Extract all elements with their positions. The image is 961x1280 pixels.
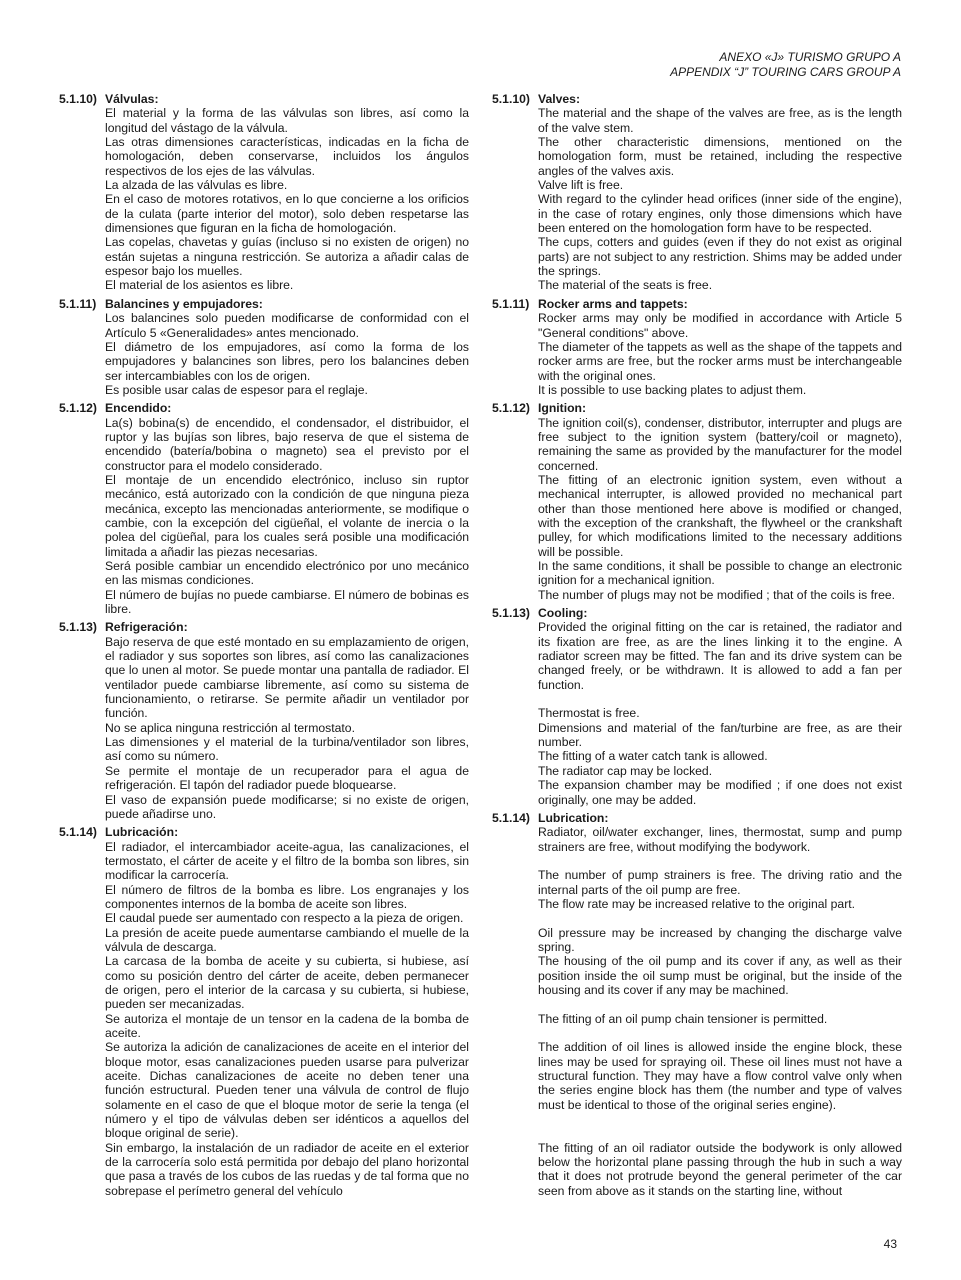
article-title: Ignition: bbox=[538, 401, 587, 416]
paragraph: La presión de aceite puede aumentarse cambiando el muelle de la válvula de descarga. bbox=[105, 925, 469, 954]
paragraph: El caudal puede ser aumentado con respecto a la pieza de origen. bbox=[105, 911, 464, 926]
paragraph: El material y la forma de las válvulas son libres, así como la longitud del vástago de la válvula. bbox=[105, 106, 469, 135]
paragraph: Valve lift is free. bbox=[538, 178, 624, 193]
paragraph: Las copelas, chavetas y guías (incluso si no existen de origen) no están sujetas a ninguna restricción. Se autoriza a añadir calas de espesor bajo los muelles. bbox=[105, 235, 469, 279]
paragraph: Los balancines solo pueden modificarse de conformidad con el Artículo 5 «Generalidades» antes mencionado. bbox=[105, 311, 469, 340]
paragraph: Rocker arms may only be modified in accordance with Article 5 "General conditions" above. bbox=[538, 311, 902, 340]
paragraph: The fitting of an oil radiator outside the bodywork is only allowed below the horizontal plane passing through the hub in such a way that it does not protrude beyond the general perimeter of the car seen from above as it stands on the starting line, without bbox=[538, 1140, 902, 1198]
paragraph: Sin embargo, la instalación de un radiador de aceite en el exterior de la carrocería solo está permitida por debajo del plano horizontal que pasa a través de los cubos de las ruedas y de tal forma que no sobrepase el perímetro general del vehículo bbox=[105, 1140, 469, 1198]
paragraph: El material de los asientos es libre. bbox=[105, 278, 294, 293]
paragraph-spacer bbox=[538, 1112, 902, 1126]
article-section bbox=[59, 825, 469, 1198]
paragraph: El diámetro de los empujadores, así como la forma de los empujadores y balancines son libres, pero los balancines deben ser intercambiables con los de origen. bbox=[105, 339, 469, 383]
paragraph: Las dimensiones y el material de la turbina/ventilador son libres, así como su número. bbox=[105, 735, 469, 764]
paragraph: En el caso de motores rotativos, en lo que concierne a los orificios de la culata (parte interior del motor), solo deben respetarse las dimensiones que figuran en la ficha de homologación. bbox=[105, 192, 469, 236]
page-header bbox=[670, 50, 901, 79]
paragraph: The expansion chamber may be modified ; if one does not exist originally, one may be added. bbox=[538, 778, 902, 807]
article-title: Valves: bbox=[538, 92, 581, 106]
article-section bbox=[492, 606, 902, 807]
paragraph: The ignition coil(s), condenser, distributor, interrupter and plugs are free subject to the ignition system (battery/coil or magneto), remaining the same as provided by the manufacturer for the model concerned. bbox=[538, 415, 902, 473]
paragraph: The number of plugs may not be modified ; that of the coils is free. bbox=[538, 587, 896, 602]
paragraph: La alzada de las válvulas es libre. bbox=[105, 178, 288, 193]
paragraph: El vaso de expansión puede modificarse; si no existe de origen, puede añadirse uno. bbox=[105, 792, 469, 821]
paragraph: Thermostat is free. bbox=[538, 706, 640, 721]
paragraph: El número de filtros de la bomba es libre. Los engranajes y los componentes internos de la bomba de aceite son libres. bbox=[105, 882, 469, 911]
paragraph: The cups, cotters and guides (even if they do not exist as original parts) are not subject to any restriction. Shims may be added under the springs. bbox=[538, 235, 902, 279]
article-number: 5.1.12) bbox=[492, 401, 530, 416]
paragraph: Se permite el montaje de un recuperador para el agua de refrigeración. El tapón del radiador puede bloquearse. bbox=[105, 763, 469, 793]
paragraph: Provided the original fitting on the car is retained, the radiator and its fixation are free, as are the lines linking it to the engine. A radiator screen may be fitted. The fan and its drive system can be changed freely, or be withdrawn. It is allowed to add a fan per function. bbox=[538, 620, 902, 692]
header-spanish-title: ANEXO «J» TURISMO GRUPO A bbox=[719, 50, 901, 64]
paragraph-spacer bbox=[538, 911, 902, 925]
article-number: 5.1.14) bbox=[59, 825, 97, 840]
article-number: 5.1.13) bbox=[59, 620, 97, 635]
paragraph: The radiator cap may be locked. bbox=[538, 763, 713, 778]
paragraph: The material of the seats is free. bbox=[538, 278, 713, 293]
paragraph: The other characteristic dimensions, mentioned on the homologation form, must be retained, including the respective angles of the valves axis. bbox=[538, 135, 902, 178]
paragraph-spacer bbox=[538, 854, 902, 868]
paragraph: It is possible to use backing plates to adjust them. bbox=[538, 382, 807, 397]
paragraph: El número de bujías no puede cambiarse. El número de bobinas es libre. bbox=[105, 587, 469, 617]
article-section bbox=[492, 401, 902, 602]
article-title: Encendido: bbox=[105, 401, 172, 416]
article-number: 5.1.10) bbox=[59, 92, 97, 106]
article-section bbox=[59, 401, 469, 616]
paragraph: Las otras dimensiones características, indicadas en la ficha de homologación, deben conservarse, incluidos los ángulos respectivos de los ejes de las válvulas. bbox=[105, 135, 469, 178]
paragraph: The fitting of a water catch tank is allowed. bbox=[538, 749, 768, 764]
paragraph: Es posible usar calas de espesor para el reglaje. bbox=[105, 382, 368, 397]
article-number: 5.1.11) bbox=[59, 296, 97, 311]
paragraph-spacer bbox=[538, 997, 902, 1011]
header-english-title: APPENDIX “J” TOURING CARS GROUP A bbox=[670, 64, 901, 79]
article-section bbox=[59, 297, 469, 397]
article-title: Cooling: bbox=[538, 606, 588, 621]
spanish-column bbox=[59, 92, 469, 1202]
paragraph: With regard to the cylinder head orifices (inner side of the engine), in the case of rotary engines, only those dimensions which have been entered on the homologation form have to be respected. bbox=[538, 192, 902, 236]
article-title: Rocker arms and tappets: bbox=[538, 296, 688, 311]
paragraph: La carcasa de la bomba de aceite y su cubierta, si hubiese, así como su posición dentro del cárter de aceite, deben permanecer de origen, pero el interior de la carcasa y su cubierta, si hubiese, pueden ser mecanizadas. bbox=[105, 954, 469, 1012]
article-title: Válvulas: bbox=[105, 92, 159, 106]
article-section bbox=[492, 297, 902, 397]
paragraph: El radiador, el intercambiador aceite-agua, las canalizaciones, el termostato, el cárter de aceite y el filtro de la bomba son libres, sin modificar la carrocería. bbox=[105, 839, 469, 883]
paragraph: The number of pump strainers is free. The driving ratio and the internal parts of the oil pump are free. bbox=[538, 868, 902, 897]
article-number: 5.1.10) bbox=[492, 92, 530, 106]
article-number: 5.1.13) bbox=[492, 606, 530, 621]
paragraph: Será posible cambiar un encendido electrónico por uno mecánico en las mismas condiciones. bbox=[105, 559, 469, 588]
article-title: Balancines y empujadores: bbox=[105, 296, 263, 311]
paragraph: The housing of the oil pump and its cover if any, as well as their position inside the oil sump must be original, but the inside of the housing and its cover if any may be machined. bbox=[538, 954, 902, 997]
article-number: 5.1.12) bbox=[59, 401, 97, 416]
paragraph: The fitting of an oil pump chain tensioner is permitted. bbox=[538, 1011, 828, 1026]
article-section bbox=[59, 92, 469, 293]
paragraph: In the same conditions, it shall be possible to change an electronic ignition for a mechanical ignition. bbox=[538, 559, 902, 588]
article-title: Refrigeración: bbox=[105, 620, 188, 635]
paragraph: The diameter of the tappets as well as the shape of the tappets and rocker arms are free, but the rocker arms must be interchangeable with the original ones. bbox=[538, 339, 902, 383]
english-column bbox=[492, 92, 902, 1202]
article-section bbox=[492, 92, 902, 293]
paragraph-spacer bbox=[538, 692, 902, 706]
paragraph: Radiator, oil/water exchanger, lines, thermostat, sump and pump strainers are free, without modifying the bodywork. bbox=[538, 825, 902, 854]
paragraph: La(s) bobina(s) de encendido, el condensador, el distribuidor, el ruptor y las bujías son libres, bajo reserva de que el sistema de encendido (batería/bobina o magneto) sea el previsto por el constructor para el modelo considerado. bbox=[105, 415, 469, 473]
paragraph: Se autoriza la adición de canalizaciones de aceite en el interior del bloque motor, esas canalizaciones pueden usarse para pulverizar aceite. Dichas canalizaciones de aceite no deben tener una función estructural. Pueden tener una válvula de control de flujo solamente en el caso de que el bloque motor de serie la tenga (el número y el tipo de válvulas deben ser idénticos a aquellos del bloque original de serie). bbox=[105, 1040, 469, 1141]
paragraph: No se aplica ninguna restricción al termostato. bbox=[105, 720, 355, 735]
paragraph: The addition of oil lines is allowed inside the engine block, these lines may be used for spraying oil. These oil lines must not have a structural function. They may have a flow control valve only when the series engine block has them (the number and type of valves must be identical to those of the original series engine). bbox=[538, 1040, 902, 1112]
paragraph: The material and the shape of the valves are free, as is the length of the valve stem. bbox=[538, 106, 902, 135]
paragraph-spacer bbox=[538, 1126, 902, 1140]
paragraph: Bajo reserva de que esté montado en su emplazamiento de origen, el radiador y sus soportes son libres, así como las canalizaciones que lo unen al motor. Se puede montar una pantalla de radiador. El ventilador puede cambiarse libremente, así como su sistema de funcionamiento, o retirarse. Se permite añadir un ventilador por función. bbox=[105, 634, 469, 721]
paragraph: El montaje de un encendido electrónico, incluso sin ruptor mecánico, está autorizado con la condición de que ninguna pieza mecánica, excepto las mencionadas anteriormente, se modifique o cambie, con la excepción del cigüeñal, el volante de inercia o la polea del cigüeñal, para los cuales será posible una modificación limitada a añadir las piezas necesarias. bbox=[105, 472, 469, 559]
article-section bbox=[59, 620, 469, 821]
article-title: Lubrication: bbox=[538, 810, 609, 825]
paragraph: The flow rate may be increased relative to the original part. bbox=[538, 896, 856, 911]
paragraph: Se autoriza el montaje de un tensor en la cadena de la bomba de aceite. bbox=[105, 1011, 469, 1040]
article-section bbox=[492, 811, 902, 1198]
article-number: 5.1.14) bbox=[492, 810, 530, 825]
paragraph-spacer bbox=[538, 1026, 902, 1040]
paragraph: Dimensions and material of the fan/turbine are free, as are their number. bbox=[538, 720, 902, 750]
article-number: 5.1.11) bbox=[492, 296, 530, 311]
article-title: Lubricación: bbox=[105, 825, 179, 840]
paragraph: Oil pressure may be increased by changing the discharge valve spring. bbox=[538, 925, 902, 954]
page-number: 43 bbox=[883, 1237, 897, 1251]
paragraph: The fitting of an electronic ignition system, even without a mechanical interrupter, is allowed provided no mechanical part other than those mentioned here above is modified or changed, with the exception of the crankshaft, the flywheel or the crankshaft pulley, for which modifications limited to the necessary additions will be possible. bbox=[538, 472, 902, 559]
